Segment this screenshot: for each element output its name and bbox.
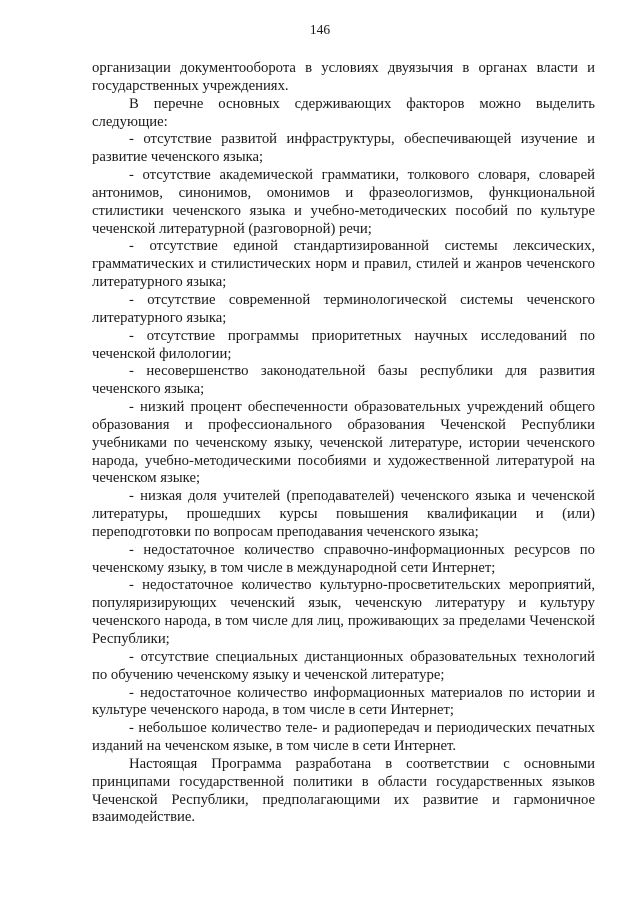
page-number: 146 — [309, 22, 331, 37]
paragraph-intro: В перечне основных сдерживающих факторов можно выделить следующие: — [92, 95, 595, 130]
paragraph-continuation: организации документооборота в условиях двуязычия в органах власти и государственных учреждениях. — [92, 60, 595, 94]
list-item: - отсутствие академической грамматики, толкового словаря, словарей антонимов, синонимов, омонимов и фразеологизмов, функциональной стилистики чеченского языка и учебно-методических пособий по культуре чеченской литературной (разговорной) речи; — [92, 167, 595, 237]
list-item: - низкая доля учителей (преподавателей) чеченского языка и чеченской литературы, прошедших курсы повышения квалификации и (или) переподготовки по вопросам преподавания чеченского языка; — [92, 488, 595, 540]
list-item: - небольшое количество теле- и радиопередач и периодических печатных изданий на чеченском языке, в том числе в сети Интернет. — [92, 720, 595, 755]
list-item: - отсутствие единой стандартизированной системы лексических, грамматических и стилистических норм и правил, стилей и жанров чеченского литературного языка; — [92, 238, 595, 291]
list-item: - низкий процент обеспеченности образовательных учреждений общего образования и профессионального образования Чеченской Республики учебниками по чеченскому языку, чеченской литературе, истории чеченского народа, учебно-методическими пособиями и художественной литературой на чеченском языке; — [92, 399, 595, 487]
list-item: - отсутствие развитой инфраструктуры, обеспечивающей изучение и развитие чеченского языка; — [92, 131, 595, 166]
list-item: - несовершенство законодательной базы республики для развития чеченского языка; — [92, 363, 595, 398]
list-item: - недостаточное количество культурно-просветительских мероприятий, популяризирующих чеченский язык, чеченскую литературу и культуру чеченского народа, в том числе для лиц, проживающих за пределами Чеченской Республики; — [92, 577, 595, 647]
list-item: - отсутствие специальных дистанционных образовательных технологий по обучению чеченскому языку и чеченской литературе; — [92, 648, 595, 683]
document-body — [92, 60, 595, 827]
list-item: - недостаточное количество справочно-информационных ресурсов по чеченскому языку, в том числе в международной сети Интернет; — [92, 541, 595, 576]
list-item: - недостаточное количество информационных материалов по истории и культуре чеченского народа, в том числе в сети Интернет; — [92, 684, 595, 719]
list-item: - отсутствие программы приоритетных научных исследований по чеченской филологии; — [92, 327, 595, 362]
paragraph-conclusion: Настоящая Программа разработана в соответствии с основными принципами государственной политики в области государственных языков Чеченской Республики, предполагающими их развитие и гармоничное взаимодействие. — [92, 755, 595, 826]
list-item: - отсутствие современной терминологической системы чеченского литературного языка; — [92, 291, 595, 326]
